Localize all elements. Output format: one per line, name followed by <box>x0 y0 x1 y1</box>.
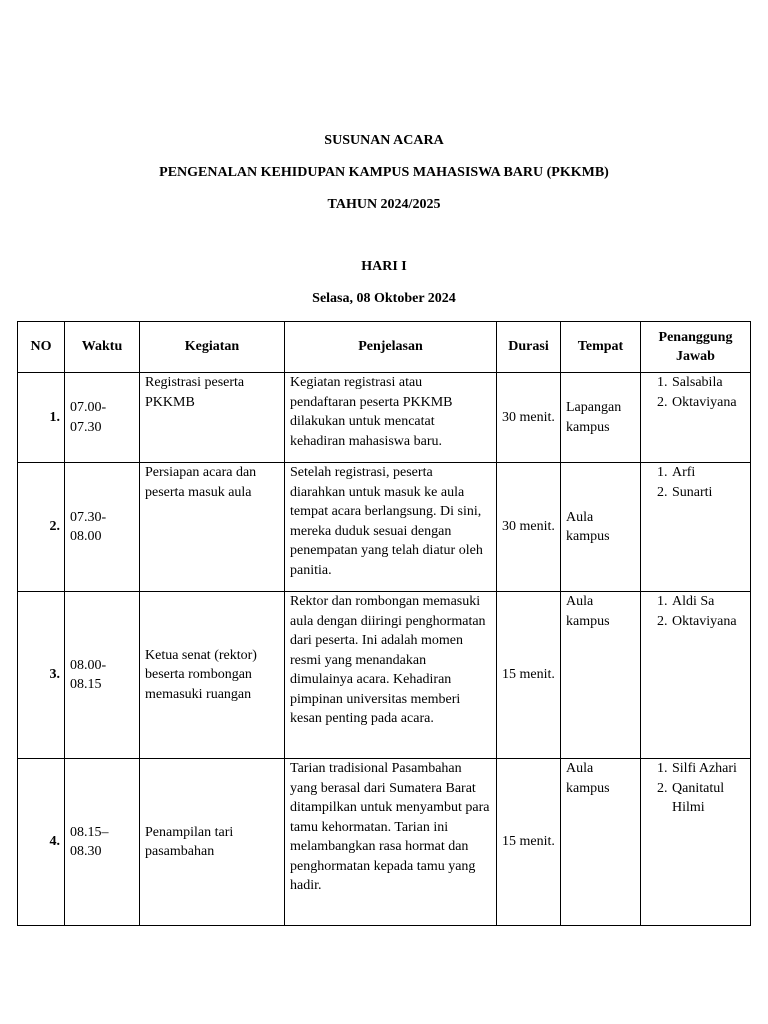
row-person-in-charge <box>641 373 751 463</box>
person-item: 2. Oktaviyana <box>671 393 745 413</box>
person-item: 1. Arfi <box>671 463 745 483</box>
row-person-in-charge <box>641 463 751 592</box>
row-duration: 15 menit. <box>497 592 561 759</box>
document-title: SUSUNAN ACARA <box>324 133 444 148</box>
column-header-no: NO <box>18 322 65 373</box>
row-person-in-charge <box>641 592 751 759</box>
row-place: Aula kampus <box>561 759 641 926</box>
row-description: Tarian tradisional Pasambahan yang berasal dari Sumatera Barat ditampilkan untuk menyambut para tamu kehormatan. Tarian ini melambangkan rasa hormat dan penghormatan kepada tamu yang hadir. <box>285 759 497 926</box>
row-place: Aula kampus <box>561 592 641 759</box>
row-duration: 15 menit. <box>497 759 561 926</box>
table-row <box>18 592 751 759</box>
column-header-waktu: Waktu <box>65 322 140 373</box>
person-item: 2. Qanitatul Hilmi <box>671 779 745 818</box>
agenda-table <box>17 321 751 926</box>
row-activity: Ketua senat (rektor) beserta rombongan memasuki ruangan <box>140 592 285 759</box>
row-time: 08.00-08.15 <box>65 592 140 759</box>
row-number: 1. <box>18 373 65 463</box>
person-item: 1. Salsabila <box>671 373 745 393</box>
row-activity: Penampilan tari pasambahan <box>140 759 285 926</box>
column-header-kegiatan: Kegiatan <box>140 322 285 373</box>
row-activity: Persiapan acara dan peserta masuk aula <box>140 463 285 592</box>
row-number: 2. <box>18 463 65 592</box>
person-list <box>646 463 745 502</box>
row-number: 4. <box>18 759 65 926</box>
person-item: 2. Sunarti <box>671 483 745 503</box>
row-duration: 30 menit. <box>497 463 561 592</box>
column-header-penanggung-jawab: Penanggung Jawab <box>641 322 751 373</box>
column-header-tempat: Tempat <box>561 322 641 373</box>
event-date: Selasa, 08 Oktober 2024 <box>312 291 456 306</box>
person-item: 1. Aldi Sa <box>671 592 745 612</box>
event-title: PENGENALAN KEHIDUPAN KAMPUS MAHASISWA BARU (PKKMB) <box>159 165 609 180</box>
row-place: Aula kampus <box>561 463 641 592</box>
event-year: TAHUN 2024/2025 <box>327 197 441 212</box>
row-place: Lapangan kampus <box>561 373 641 463</box>
row-activity: Registrasi peserta PKKMB <box>140 373 285 463</box>
row-time: 07.30-08.00 <box>65 463 140 592</box>
row-description: Rektor dan rombongan memasuki aula dengan diiringi penghormatan dari peserta. Ini adalah momen resmi yang menandakan dimulainya acara. Kehadiran pimpinan universitas memberi kesan penting pada acara. <box>285 592 497 759</box>
row-description: Setelah registrasi, peserta diarahkan untuk masuk ke aula tempat acara berlangsung. Di sini, mereka duduk sesuai dengan penempatan yang telah diatur oleh panitia. <box>285 463 497 592</box>
table-row <box>18 759 751 926</box>
row-time: 08.15–08.30 <box>65 759 140 926</box>
table-header-row <box>18 322 751 373</box>
column-header-durasi: Durasi <box>497 322 561 373</box>
person-list <box>646 759 745 818</box>
row-description: Kegiatan registrasi atau pendaftaran peserta PKKMB dilakukan untuk mencatat kehadiran mahasiswa baru. <box>285 373 497 463</box>
row-person-in-charge <box>641 759 751 926</box>
column-header-penjelasan: Penjelasan <box>285 322 497 373</box>
person-item: 2. Oktaviyana <box>671 612 745 632</box>
table-row <box>18 463 751 592</box>
person-list <box>646 592 745 631</box>
person-item: 1. Silfi Azhari <box>671 759 745 779</box>
table-row <box>18 373 751 463</box>
row-duration: 30 menit. <box>497 373 561 463</box>
row-time: 07.00-07.30 <box>65 373 140 463</box>
day-heading: HARI I <box>361 259 407 274</box>
person-list <box>646 373 745 412</box>
row-number: 3. <box>18 592 65 759</box>
